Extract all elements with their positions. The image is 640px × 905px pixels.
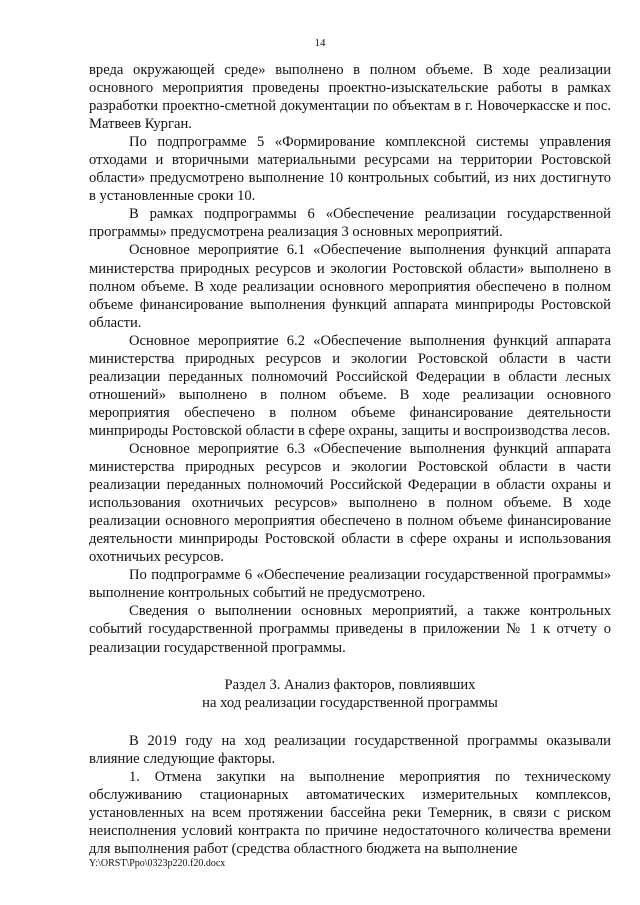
footer-file-path: Y:\ORST\Ppo\0323p220.f20.docx [89,858,226,869]
paragraph: В 2019 году на ход реализации государственной программы оказывали влияние следующие факторы. [89,732,611,767]
paragraph: 1. Отмена закупки на выполнение мероприятия по техническому обслуживанию стационарных автоматических измерительных комплексов, установленных на всем протяжении бассейна реки Темерник, в связи с риском неисполнения условий контракта по причине недостаточного количества времени для выполнения работ (средства областного бюджета на выполнение [89,768,611,857]
paragraph: По подпрограмме 6 «Обеспечение реализации государственной программы» выполнение контрольных событий не предусмотрено. [89,567,611,602]
paragraph: По подпрограмме 5 «Формирование комплексной системы управления отходами и вторичными материальными ресурсами на территории Ростовской области» предусмотрено выполнение 10 контрольных событий, из них достигнуто в установленные сроки 10. [89,134,611,205]
paragraph: Основное мероприятие 6.3 «Обеспечение выполнения функций аппарата министерства природных ресурсов и экологии Ростовской области в части реализации переданных полномочий Российской Федерации в области охраны и использования охотничьих ресурсов» выполнено в полном объеме. В ходе реализации основного мероприятия обеспечено в полном объеме финансирование деятельности минприроды Ростовской области в сфере охраны и использования охотничьих ресурсов. [89,440,611,566]
paragraph: вреда окружающей среде» выполнено в полном объеме. В ходе реализации основного мероприятия проведены проектно-изыскательские работы в рамках разработки проектно-сметной документации по объектам в г. Новочеркасске и пос. Матвеев Курган. [89,62,611,133]
document-body [89,61,611,858]
section-heading-line: Раздел 3. Анализ факторов, повлиявших [224,676,476,693]
section-heading [89,676,611,712]
page-number: 14 [314,37,326,49]
paragraph: Основное мероприятие 6.1 «Обеспечение выполнения функций аппарата министерства природных ресурсов и экологии Ростовской области» выполнено в полном объеме. В ходе реализации основного мероприятия обеспечено в полном объеме финансирование выполнения функций аппарата минприроды Ростовской области. [89,242,611,331]
paragraph: Основное мероприятие 6.2 «Обеспечение выполнения функций аппарата министерства природных ресурсов и экологии Ростовской области в части реализации переданных полномочий Российской Федерации в области лесных отношений» выполнено в полном объеме. В ходе реализации основного мероприятия обеспечено в полном объеме финансирование деятельности минприроды Ростовской области в сфере охраны, защиты и воспроизводства лесов. [89,332,611,439]
section-heading-line: на ход реализации государственной программы [202,694,498,711]
paragraph: В рамках подпрограммы 6 «Обеспечение реализации государственной программы» предусмотрена реализация 3 основных мероприятий. [89,206,611,241]
paragraph: Сведения о выполнении основных мероприятий, а также контрольных событий государственной программы приведены в приложении № 1 к отчету о реализации государственной программы. [89,603,611,656]
